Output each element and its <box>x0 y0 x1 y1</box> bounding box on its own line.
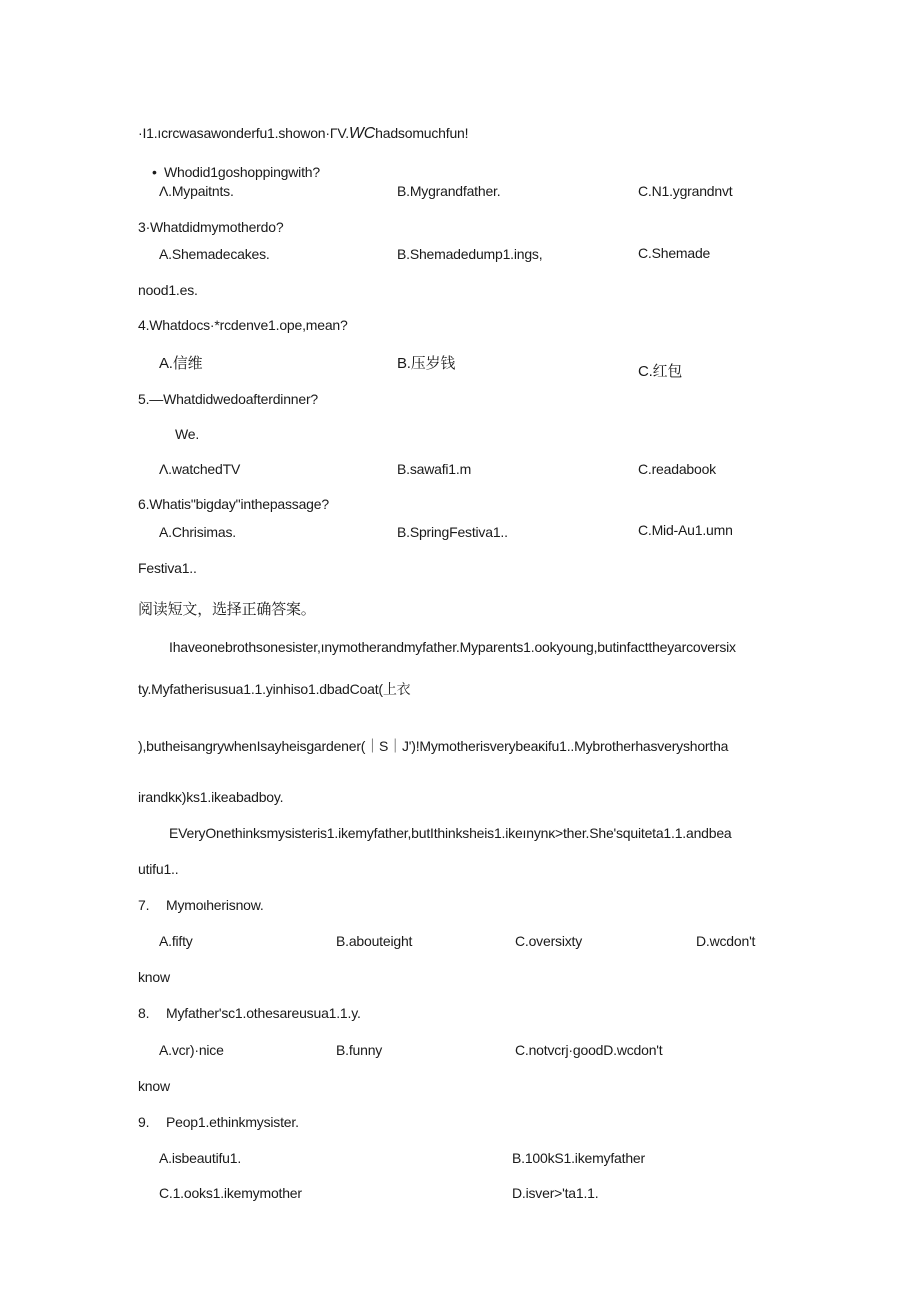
intro-we: WC <box>348 125 376 142</box>
q9-option-b: B.100kS1.ikemyfather <box>512 1150 645 1166</box>
q9-stem: Peop1.ethinkmysister. <box>166 1114 299 1130</box>
passage-line: ),butheisangrywhenIsayheisgardener(｜S｜J')!Mymotherisverybeaκifu1..Mybrotherhasveryshortha <box>138 738 729 754</box>
q2-stem: Whodid1goshoppingwith? <box>164 164 320 180</box>
q7-option-d: D.wcdon't <box>696 933 756 949</box>
q3-stem: 3·Whatdidmymotherdo? <box>138 219 284 235</box>
q2-option-c: C.N1.ygrandnvt <box>638 183 733 199</box>
q9-option-c: C.1.ooks1.ikemymother <box>159 1185 302 1201</box>
q4-option-c: C.红包 <box>638 363 683 380</box>
section-title: 阅读短文，选择正确答案。 <box>138 601 316 618</box>
q2-bullet: • <box>152 164 157 180</box>
q4-stem: 4.Whatdocs·*rcdenve1.ope,mean? <box>138 317 348 333</box>
q8-option-a: A.vcr)·nice <box>159 1042 224 1058</box>
q7-continuation: know <box>138 969 170 985</box>
passage-line: EVeryOnethinksmysisteris1.ikemyfather,butIthinksheis1.ikeınynκ>ther.She'squiteta1.1.andbea <box>169 825 732 841</box>
q8-number: 8. <box>138 1005 150 1021</box>
q6-option-b: B.SpringFestiva1.. <box>397 524 508 540</box>
q3-continuation: nood1.es. <box>138 282 198 298</box>
q9-option-d: D.isver>'ta1.1. <box>512 1185 599 1201</box>
q8-option-b: B.funny <box>336 1042 383 1058</box>
q7-option-c: C.oversixty <box>515 933 583 949</box>
q8-stem: Myfather'sc1.othesareusua1.1.y. <box>166 1005 361 1021</box>
intro-tail: hadsomuchfun! <box>375 125 469 141</box>
passage-line: ty.Myfatherisusua1.1.yinhiso1.dbadCoat(上衣 <box>138 681 411 697</box>
passage-line: Ihaveonebrothsonesister,ınymotherandmyfather.Myparents1.ookyoung,butinfacttheyarcoversix <box>169 639 736 655</box>
q7-option-a: A.fifty <box>159 933 193 949</box>
q2-option-a: Λ.Mypaitnts. <box>159 183 234 199</box>
q6-option-a: A.Chrisimas. <box>159 524 236 540</box>
q7-number: 7. <box>138 897 150 913</box>
q9-option-a: A.isbeautifu1. <box>159 1150 242 1166</box>
q5-option-c: C.readabook <box>638 461 716 477</box>
q5-option-a: Λ.watchedTV <box>159 461 241 477</box>
q3-option-b: B.Shemadedump1.ings, <box>397 246 543 262</box>
q5-answer-line: We. <box>175 426 200 442</box>
q8-option-c: C.notvcrj·goodD.wcdon't <box>515 1042 663 1058</box>
q9-number: 9. <box>138 1114 150 1130</box>
q4-option-a: A.信维 <box>159 355 203 372</box>
passage-line: utifu1.. <box>138 861 179 877</box>
q2-option-b: B.Mygrandfather. <box>397 183 501 199</box>
q6-stem: 6.Whatis"bigday"inthepassage? <box>138 496 329 512</box>
q7-option-b: B.abouteight <box>336 933 413 949</box>
q3-option-c: C.Shemade <box>638 245 711 261</box>
q7-stem: Mymoιherisnow. <box>166 897 264 913</box>
q8-continuation: know <box>138 1078 170 1094</box>
intro-line <box>138 124 468 143</box>
passage-line: irandkκ)ks1.ikeabadboy. <box>138 789 284 805</box>
q6-continuation: Festiva1.. <box>138 560 197 576</box>
q4-option-b: B.压岁钱 <box>397 355 456 372</box>
q3-option-a: A.Shemadecakes. <box>159 246 270 262</box>
q5-option-b: B.sawafi1.m <box>397 461 472 477</box>
q6-option-c: C.Mid-Au1.umn <box>638 522 733 538</box>
intro-text: ·I1.ıcrcwasawonderfu1.showon·ΓV. <box>138 125 349 141</box>
q5-stem: 5.—Whatdidwedoafterdinner? <box>138 391 319 407</box>
